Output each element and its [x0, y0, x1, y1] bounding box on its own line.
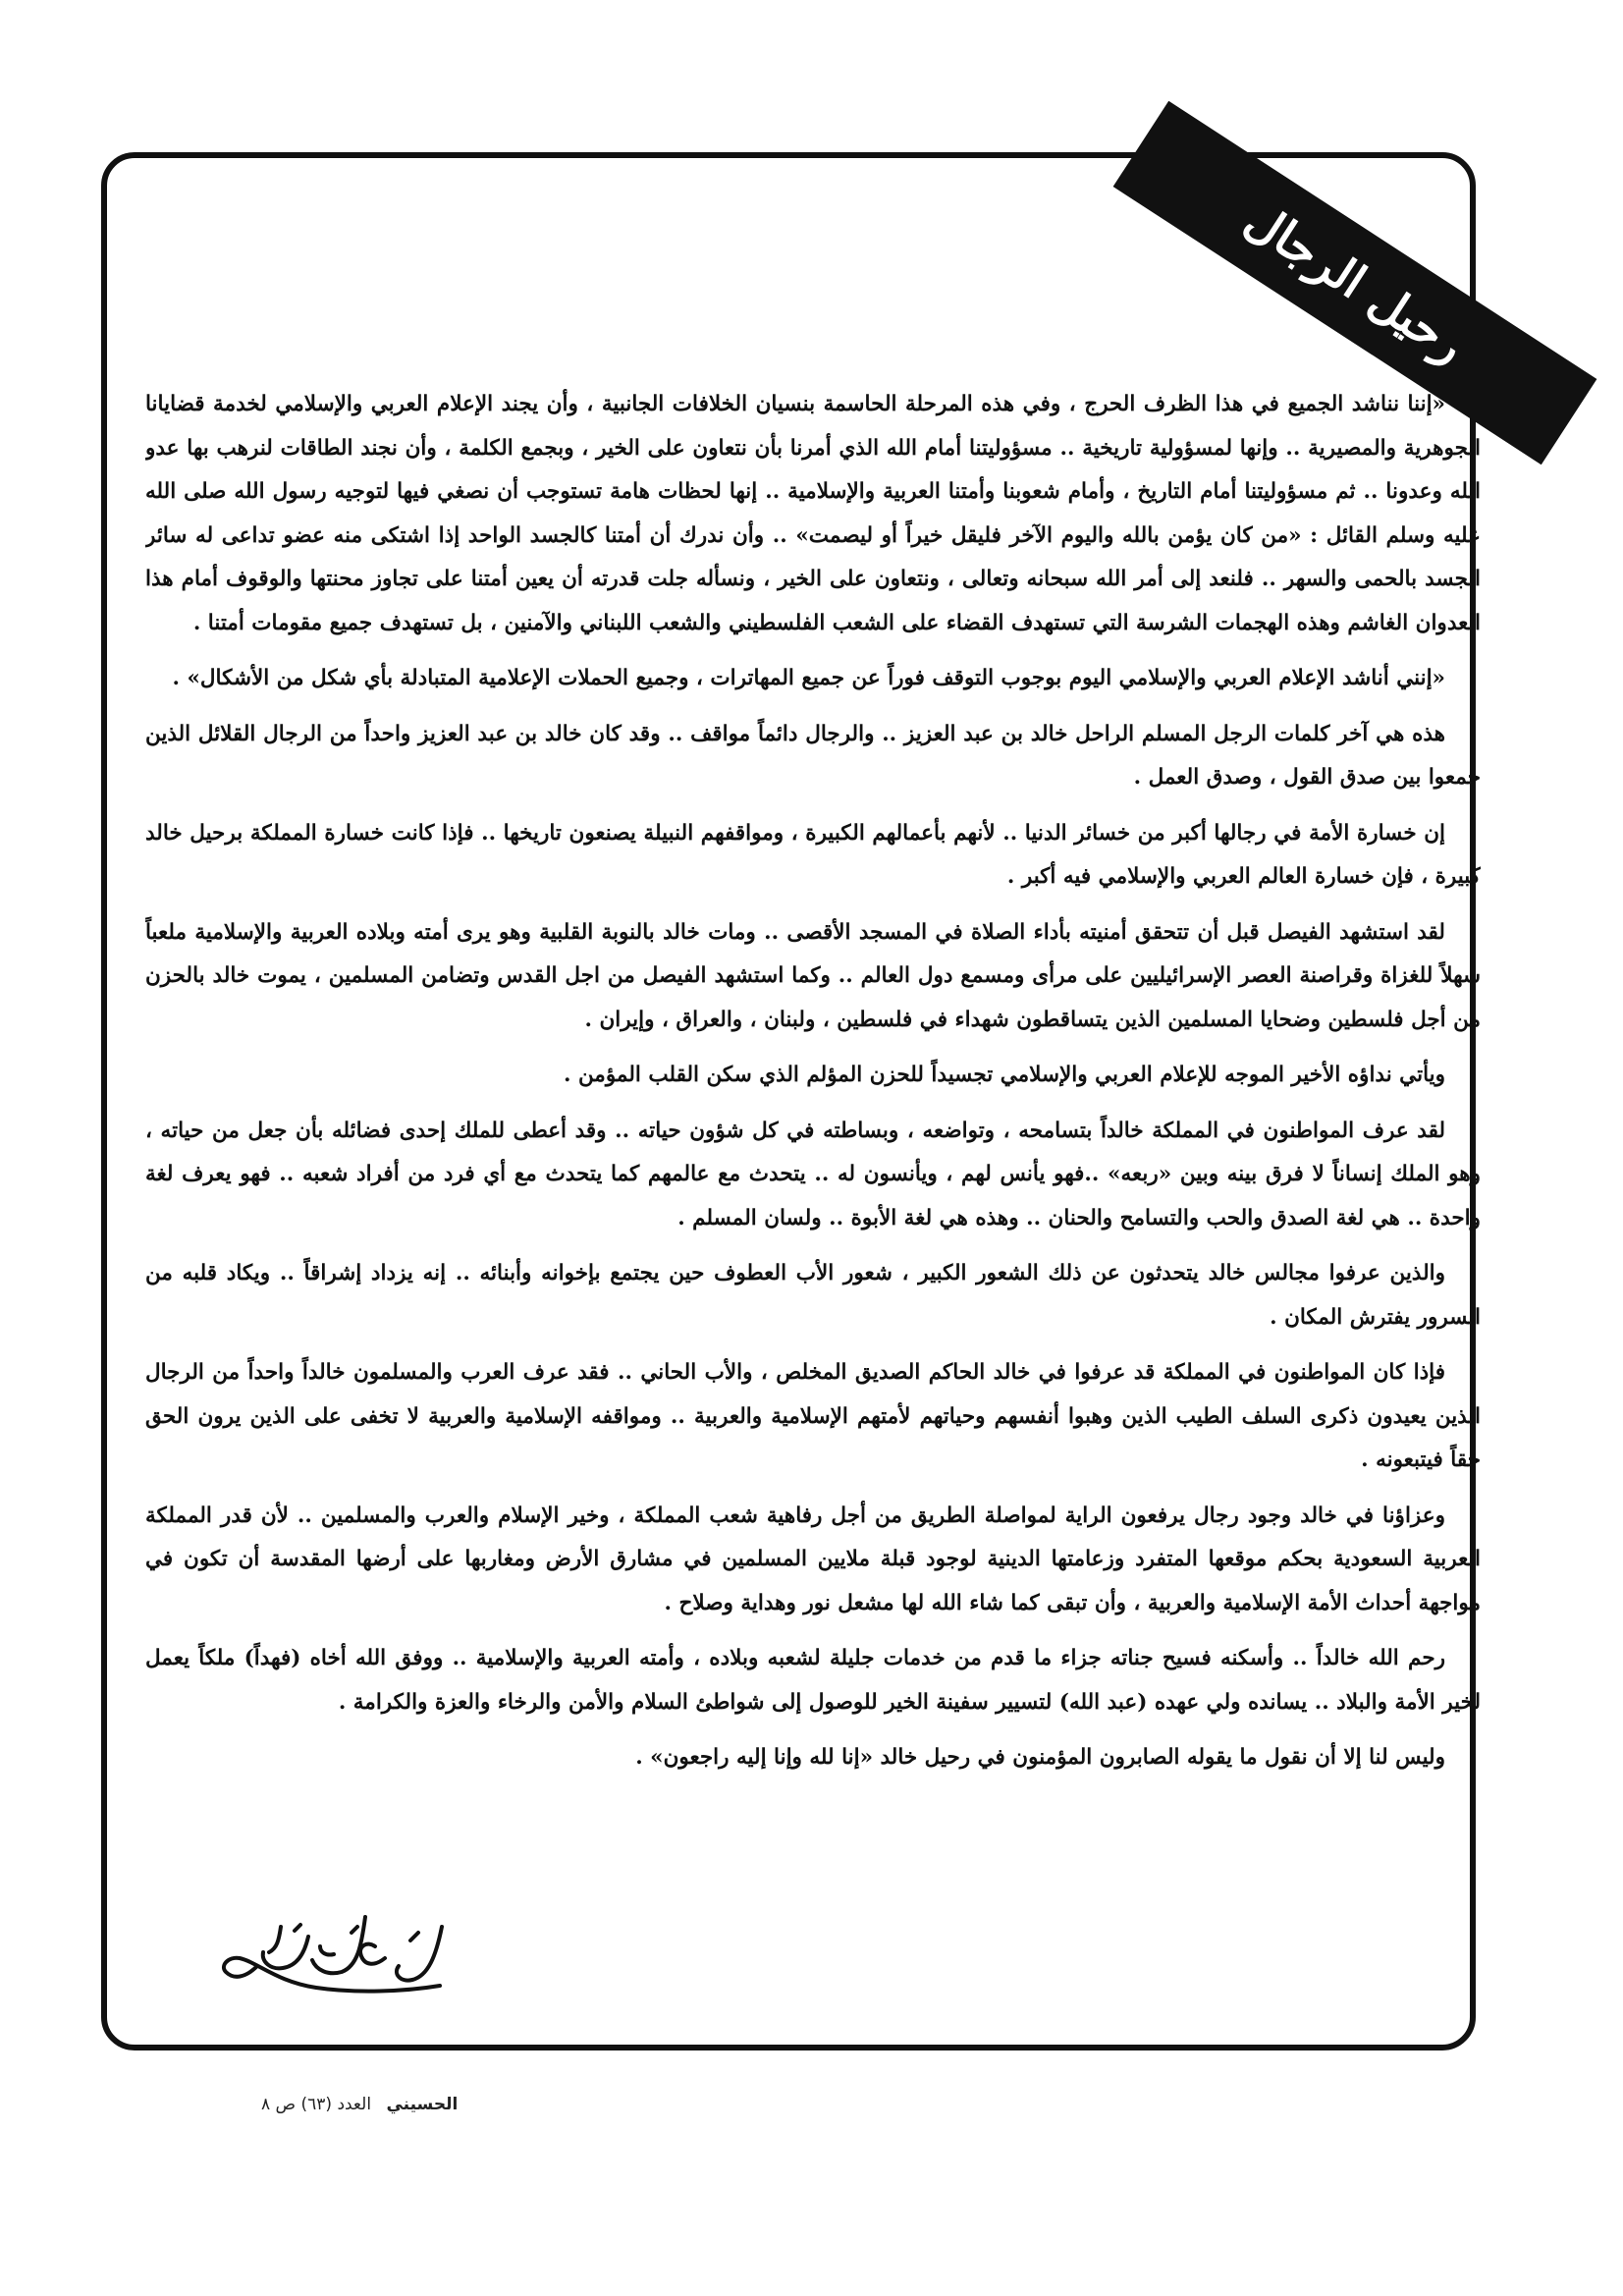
article-body: [145, 383, 1481, 1895]
page-footer: [261, 2095, 458, 2114]
issue-page: العدد (٦٣) ص ٨: [261, 2095, 372, 2114]
editor-signature: [218, 1897, 454, 2007]
paragraph: ويأتي نداؤه الأخير الموجه للإعلام العربي والإسلامي تجسيداً للحزن المؤلم الذي سكن القلب المؤمن .: [563, 1063, 1445, 1087]
paragraph: «إنني أناشد الإعلام العربي والإسلامي اليوم بوجوب التوقف فوراً عن جميع المهاترات ، وجميع الحملات الإعلامية المتبادلة بأي شكل من الأشكال» .: [172, 666, 1445, 690]
paragraph: رحم الله خالداً .. وأسكنه فسيح جناته جزاء ما قدم من خدمات جليلة لشعبه وبلاده ، وأمته العربية والإسلامية .. ووفق الله أخاه (فهداً) ملكاً يعمل لخير الأمة والبلاد .. يسانده ولي عهده (عبد الله) لتسيير سفينة الخير للوصول إلى شواطئ السلام والأمن والرخاء والعزة والكرامة .: [145, 1646, 1481, 1715]
paragraph: والذين عرفوا مجالس خالد يتحدثون عن ذلك الشعور الكبير ، شعور الأب العطوف حين يجتمع بإخوانه وأبنائه .. إنه يزداد إشراقاً .. ويكاد قلبه من السرور يفترش المكان .: [145, 1261, 1481, 1330]
paragraph: وعزاؤنا في خالد وجود رجال يرفعون الراية لمواصلة الطريق من أجل رفاهية شعب المملكة ، وخير الإسلام والعرب والمسلمين .. لأن قدر المملكة العربية السعودية بحكم موقعها المتفرد وزعامتها الدينية لوجود قبلة ملايين المسلمين في مشارق الأرض ومغاربها على أرضها المقدسة أن تكون في مواجهة أحداث الأمة الإسلامية والعربية ، وأن تبقى كما شاء الله لها مشعل نور وهداية وصلاح .: [145, 1503, 1481, 1615]
paragraph: إن خسارة الأمة في رجالها أكبر من خسائر الدنيا .. لأنهم بأعمالهم الكبيرة ، ومواقفهم النبيلة يصنعون تاريخها .. فإذا كانت خسارة المملكة برحيل خالد كبيرة ، فإن خسارة العالم العربي والإسلامي فيه أكبر .: [145, 820, 1481, 889]
paragraph: وليس لنا إلا أن نقول ما يقوله الصابرون المؤمنون في رحيل خالد «إنا لله وإنا إليه راجعون» .: [635, 1745, 1445, 1770]
ribbon-title: رحيل الرجال: [1235, 191, 1475, 374]
paragraph: «إننا نناشد الجميع في هذا الظرف الحرج ، وفي هذه المرحلة الحاسمة بنسيان الخلافات الجانبية ، وأن يجند الإعلام العربي والإسلامي لخدمة قضايانا الجوهرية والمصيرية .. وإنها لمسؤولية تاريخية .. مسؤوليتنا أمام الله الذي أمرنا بأن نتعاون على الخير ، وبجمع الكلمة ، وأن نجند الطاقات لنرهب بها عدو الله وعدونا .. ثم مسؤوليتنا أمام التاريخ ، وأمام شعوبنا وأمتنا العربية والإسلامية .. إنها لحظات هامة تستوجب أن نصغي فيها لتوجيه رسول الله صلى الله عليه وسلم القائل : «من كان يؤمن بالله واليوم الآخر فليقل خيراً أو ليصمت» .. وأن ندرك أن أمتنا كالجسد الواحد إذا اشتكى منه عضو تداعى له سائر الجسد بالحمى والسهر .. فلنعد إلى أمر الله سبحانه وتعالى ، ونتعاون على الخير ، ونسأله جلت قدرته أن يعين أمتنا على تجاوز محنتها والوقوف أمام هذا العدوان الغاشم وهذه الهجمات الشرسة التي تستهدف القضاء على الشعب الفلسطيني والشعب اللبناني والآمنين ، بل تستهدف جميع مقومات أمتنا .: [145, 392, 1481, 635]
paragraph: لقد استشهد الفيصل قبل أن تتحقق أمنيته بأداء الصلاة في المسجد الأقصى .. ومات خالد بالنوبة القلبية وهو يرى أمته وبلاده العربية والإسلامية ملعباً سهلاً للغزاة وقراصنة العصر الإسرائيليين على مرأى ومسمع دول العالم .. وكما استشهد الفيصل من اجل القدس وتضامن المسلمين ، يموت خالد بالحزن من أجل فلسطين وضحايا المسلمين الذين يتساقطون شهداء في فلسطين ، ولبنان ، والعراق ، وإيران .: [145, 919, 1481, 1032]
paragraph: فإذا كان المواطنون في المملكة قد عرفوا في خالد الحاكم الصديق المخلص ، والأب الحاني .. فقد عرف العرب والمسلمون خالداً واحداً من الرجال الذين يعيدون ذكرى السلف الطيب الذين وهبوا أنفسهم وحياتهم لأمتهم الإسلامية والعربية .. ومواقفه الإسلامية والعربية لا تخفى على الذين يرون الحق حقاً فيتبعونه .: [145, 1360, 1481, 1472]
paragraph: لقد عرف المواطنون في المملكة خالداً بتسامحه ، وتواضعه ، وبساطته في كل شؤون حياته .. وقد أعطى للملك إحدى فضائله بأن جعل من حياته ، وهو الملك إنساناً لا فرق بينه وبين «ربعه» ..فهو يأنس لهم ، ويأنسون له .. يتحدث مع عالمهم كما يتحدث مع أي فرد من أفراد شعبه .. فهو يعرف لغة واحدة .. هي لغة الصدق والحب والتسامح والحنان .. وهذه هي لغة الأبوة .. ولسان المسلم .: [145, 1118, 1481, 1230]
publication-name: الحسيني: [386, 2095, 459, 2114]
paragraph: هذه هي آخر كلمات الرجل المسلم الراحل خالد بن عبد العزيز .. والرجال دائماً مواقف .. وقد كان خالد بن عبد العزيز واحداً من الرجال القلائل الذين جمعوا بين صدق القول ، وصدق العمل .: [145, 721, 1481, 790]
